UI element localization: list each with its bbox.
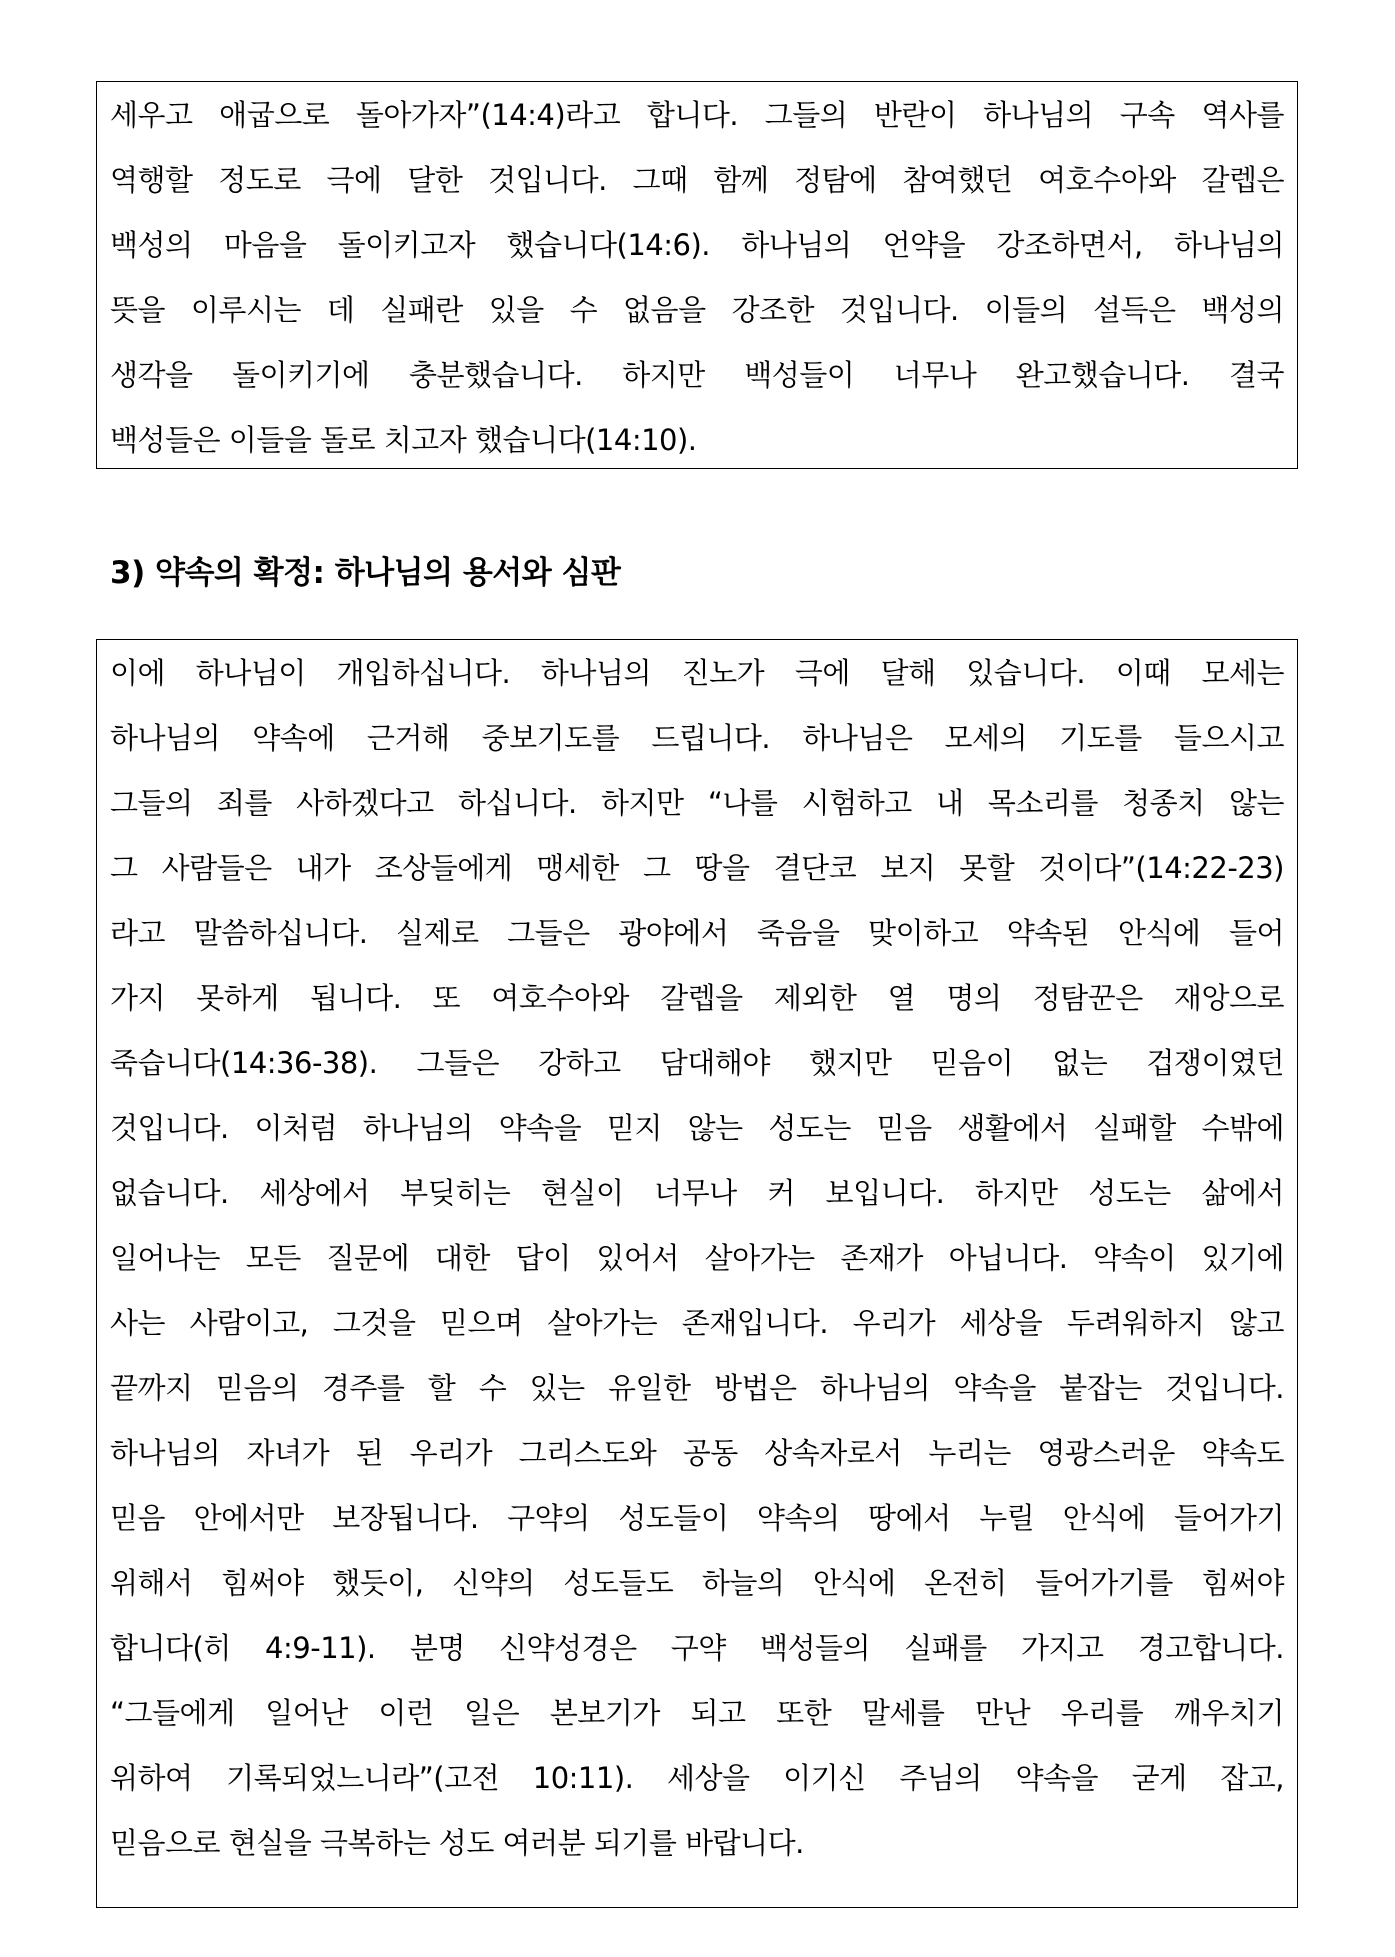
text-line: 하나님의 약속에 근거해 중보기도를 드립니다. 하나님은 모세의 기도를 들으시고 bbox=[110, 721, 1284, 755]
text-line: 하나님의 자녀가 된 우리가 그리스도와 공동 상속자로서 누리는 영광스러운 약속도 bbox=[110, 1436, 1284, 1470]
text-line: 믿음으로 현실을 극복하는 성도 여러분 되기를 바랍니다. bbox=[110, 1826, 804, 1860]
text-line: 생각을 돌이키기에 충분했습니다. 하지만 백성들이 너무나 완고했습니다. 결국 bbox=[110, 358, 1284, 392]
text-line: 라고 말씀하십니다. 실제로 그들은 광야에서 죽음을 맞이하고 약속된 안식에 들어 bbox=[110, 916, 1284, 950]
paragraph-box-section-2-continued bbox=[96, 81, 1298, 469]
text-line: 끝까지 믿음의 경주를 할 수 있는 유일한 방법은 하나님의 약속을 붙잡는 것입니다. bbox=[110, 1371, 1284, 1405]
text-line: 그 사람들은 내가 조상들에게 맹세한 그 땅을 결단코 보지 못할 것이다”(14:22-23) bbox=[110, 851, 1284, 885]
paragraph-box-section-3 bbox=[96, 639, 1298, 1908]
text-line: 사는 사람이고, 그것을 믿으며 살아가는 존재입니다. 우리가 세상을 두려워하지 않고 bbox=[110, 1306, 1284, 1340]
text-line: 없습니다. 세상에서 부딪히는 현실이 너무나 커 보입니다. 하지만 성도는 삶에서 bbox=[110, 1176, 1284, 1210]
blank-line bbox=[110, 1876, 1284, 1941]
text-line: 백성들은 이들을 돌로 치고자 했습니다(14:10). bbox=[110, 423, 697, 457]
section-heading: 3) 약속의 확정: 하나님의 용서와 심판 bbox=[110, 555, 621, 591]
text-line: 위해서 힘써야 했듯이, 신약의 성도들도 하늘의 안식에 온전히 들어가기를 힘써야 bbox=[110, 1566, 1284, 1600]
text-line: 가지 못하게 됩니다. 또 여호수아와 갈렙을 제외한 열 명의 정탐꾼은 재앙으로 bbox=[110, 981, 1284, 1015]
text-line: 뜻을 이루시는 데 실패란 있을 수 없음을 강조한 것입니다. 이들의 설득은 백성의 bbox=[110, 293, 1284, 327]
text-line: 이에 하나님이 개입하십니다. 하나님의 진노가 극에 달해 있습니다. 이때 모세는 bbox=[110, 656, 1284, 690]
text-line: 죽습니다(14:36-38). 그들은 강하고 담대해야 했지만 믿음이 없는 겁쟁이였던 bbox=[110, 1046, 1284, 1080]
text-line: 것입니다. 이처럼 하나님의 약속을 믿지 않는 성도는 믿음 생활에서 실패할 수밖에 bbox=[110, 1111, 1284, 1145]
text-line: 믿음 안에서만 보장됩니다. 구약의 성도들이 약속의 땅에서 누릴 안식에 들어가기 bbox=[110, 1501, 1284, 1535]
text-line: 세우고 애굽으로 돌아가자”(14:4)라고 합니다. 그들의 반란이 하나님의 구속 역사를 bbox=[110, 98, 1284, 132]
text-line: 역행할 정도로 극에 달한 것입니다. 그때 함께 정탐에 참여했던 여호수아와 갈렙은 bbox=[110, 163, 1284, 197]
text-line: “그들에게 일어난 이런 일은 본보기가 되고 또한 말세를 만난 우리를 깨우치기 bbox=[110, 1696, 1284, 1730]
text-line: 백성의 마음을 돌이키고자 했습니다(14:6). 하나님의 언약을 강조하면서, 하나님의 bbox=[110, 228, 1284, 262]
text-line: 합니다(히 4:9-11). 분명 신약성경은 구약 백성들의 실패를 가지고 경고합니다. bbox=[110, 1631, 1284, 1665]
text-line: 위하여 기록되었느니라”(고전 10:11). 세상을 이기신 주님의 약속을 굳게 잡고, bbox=[110, 1761, 1284, 1795]
text-line: 그들의 죄를 사하겠다고 하십니다. 하지만 “나를 시험하고 내 목소리를 청종치 않는 bbox=[110, 786, 1284, 820]
text-line: 일어나는 모든 질문에 대한 답이 있어서 살아가는 존재가 아닙니다. 약속이 있기에 bbox=[110, 1241, 1284, 1275]
